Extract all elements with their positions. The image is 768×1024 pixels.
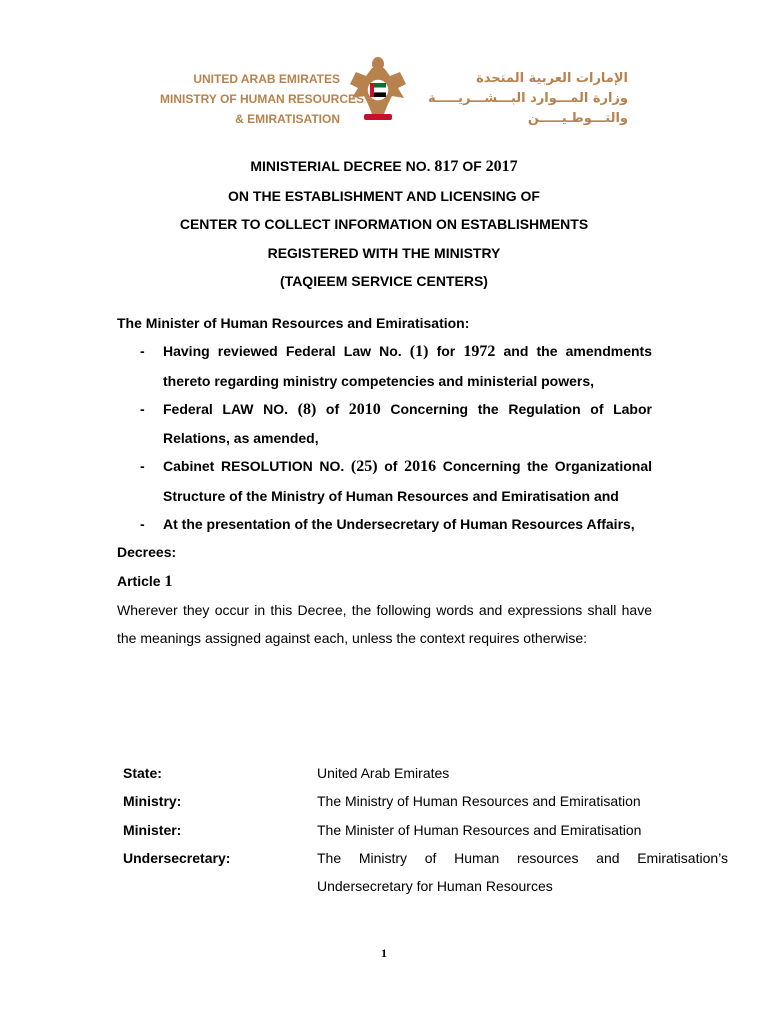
title-line-2: ON THE ESTABLISHMENT AND LICENSING OF	[228, 187, 540, 204]
uae-falcon-emblem-icon	[346, 54, 410, 126]
letterhead-ar-line: الإمارات العربية المتحدة	[476, 71, 628, 86]
recital-text: Concerning the Organizational Structure of the Ministry of Human Resources and Emiratisation and	[163, 458, 652, 504]
recital-item	[117, 337, 652, 395]
definition-row	[123, 844, 728, 901]
letterhead-ar-line: والتـــوطـيـــــن	[527, 111, 628, 126]
definition-row	[123, 816, 728, 844]
letterhead-english	[160, 69, 365, 129]
title-line-5: (TAQIEEM SERVICE CENTERS)	[280, 273, 488, 289]
letterhead-en-line: & EMIRATISATION	[235, 112, 340, 126]
recital-text: of	[377, 458, 405, 475]
title-line-3: CENTER TO COLLECT INFORMATION ON ESTABLISHMENTS	[179, 216, 589, 232]
recital-item	[117, 395, 652, 453]
definitions-table	[123, 759, 728, 900]
page-number: 1	[381, 946, 387, 960]
recital-text: of	[316, 400, 349, 417]
definition-meaning: The Minister of Human Resources and Emiratisation	[317, 821, 642, 838]
letterhead-arabic	[418, 69, 628, 129]
decree-body	[117, 309, 652, 653]
decree-year: 2017	[485, 158, 518, 175]
recital-text: and the amendments thereto regarding ministry competencies and ministerial powers,	[163, 343, 652, 389]
title-prefix: MINISTERIAL DECREE NO.	[250, 158, 431, 174]
recitals-list	[117, 337, 652, 538]
bullet-dash: -	[140, 400, 145, 417]
recital-text: Concerning the Regulation of Labor Relations, as amended,	[163, 400, 652, 447]
recital-text: Cabinet RESOLUTION NO.	[163, 458, 351, 475]
recital-text: Having reviewed Federal Law No.	[163, 343, 410, 360]
recital-number: (25)	[350, 458, 378, 476]
recital-year: 1972	[463, 343, 496, 361]
title-of: OF	[462, 158, 482, 174]
definition-row	[123, 787, 728, 815]
intro-line: The Minister of Human Resources and Emiratisation:	[117, 315, 470, 331]
definition-term: Minister:	[123, 821, 182, 838]
title-line-1	[0, 152, 768, 182]
article-number: 1	[164, 572, 173, 590]
decree-title	[0, 152, 768, 296]
letterhead-ar-line: وزارة المـــوارد البـــشـــريـــــة	[428, 91, 628, 106]
definition-row	[123, 759, 728, 787]
recital-item	[117, 510, 652, 538]
definition-term: Ministry:	[123, 793, 182, 810]
bullet-dash: -	[140, 458, 145, 475]
recital-text: Federal LAW NO.	[163, 400, 298, 417]
recital-number: (1)	[409, 343, 429, 361]
definition-term: Undersecretary:	[123, 849, 231, 866]
definition-meaning: The Ministry of Human Resources and Emiratisation	[317, 793, 641, 810]
letterhead-en-line: MINISTRY OF HUMAN RESOURCES	[160, 92, 365, 106]
recital-year: 2016	[404, 458, 437, 476]
definition-term: State:	[123, 765, 162, 781]
recital-year: 2010	[348, 400, 381, 418]
recital-text: for	[428, 343, 464, 360]
recital-text: At the presentation of the Undersecretary of Human Resources Affairs,	[163, 516, 635, 533]
bullet-dash: -	[140, 516, 145, 533]
bullet-dash: -	[140, 343, 145, 360]
article-paragraph: Wherever they occur in this Decree, the following words and expressions shall have the meanings assigned against each, unless the context requires otherwise:	[117, 601, 652, 647]
recital-number: (8)	[297, 400, 317, 418]
title-line-4: REGISTERED WITH THE MINISTRY	[267, 244, 501, 261]
definition-meaning: United Arab Emirates	[317, 765, 450, 781]
decrees-heading: Decrees:	[117, 544, 177, 561]
definition-meaning: The Ministry of Human resources and Emiratisation’s Undersecretary for Human Resources	[317, 849, 728, 895]
recital-item	[117, 452, 652, 510]
decree-number: 817	[434, 158, 459, 175]
article-heading	[117, 567, 652, 596]
letterhead-en-line: UNITED ARAB EMIRATES	[193, 72, 340, 86]
letterhead	[0, 50, 768, 130]
article-label: Article	[117, 572, 161, 589]
